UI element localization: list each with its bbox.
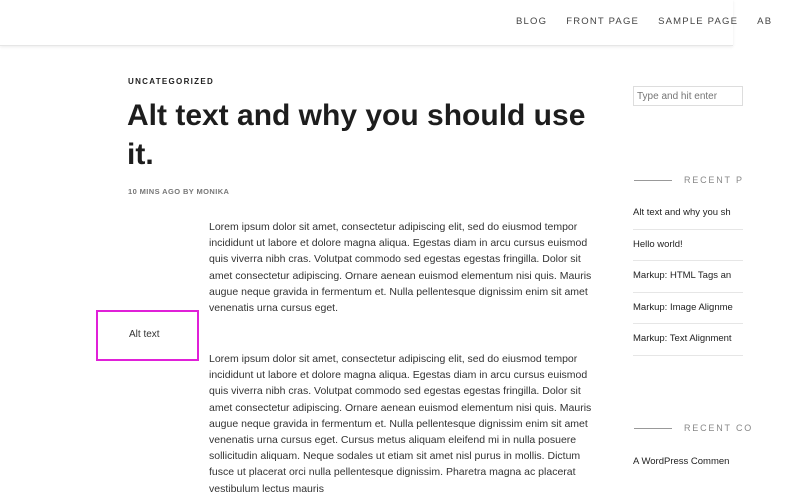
image-alt-text: Alt text [129,329,160,340]
recent-comment-link[interactable]: A WordPress Commen [633,456,730,467]
recent-post-link[interactable]: Hello world! [633,230,743,262]
recent-posts-list [633,198,743,356]
recent-posts-title: RECENT P [684,175,744,185]
heading-divider [634,180,672,181]
recent-post-link[interactable]: Markup: Text Alignment [633,324,743,356]
nav-item-blog[interactable]: BLOG [516,16,548,27]
image-placeholder [96,310,199,361]
recent-posts-heading [634,175,744,185]
post-paragraph-1: Lorem ipsum dolor sit amet, consectetur adipiscing elit, sed do eiusmod tempor incididunt ut labore et dolore magna aliqua. Egestas diam in arcu cursus euismod quis viverra nibh cras. Volutpat commodo sed egestas egestas fringilla. Dolor sit amet consectetur adipiscing. Ornare aenean euismod elementum nisi quis. Mauris augue neque gravida in fermentum et. Nulla pellentesque dignissim enim sit amet venenatis urna cursus eget. [209,221,592,315]
recent-comments-heading [634,423,753,433]
search-input[interactable] [633,86,743,106]
recent-post-link[interactable]: Markup: Image Alignme [633,293,743,325]
post-paragraph-2: Lorem ipsum dolor sit amet, consectetur adipiscing elit, sed do eiusmod tempor incididunt ut labore et dolore magna aliqua. Egestas diam in arcu cursus euismod quis viverra nibh cras. Volutpat commodo sed egestas egestas fringilla. Dolor sit amet consectetur adipiscing. Ornare aenean euismod elementum nisi quis. Mauris augue neque gravida in fermentum et. Nulla pellentesque dignissim enim sit amet venenatis urna cursus eget. Cursus metus aliquam eleifend mi in nulla posuere sollicitudin aliquam. Neque sodales ut etiam sit amet nisl purus in mollis. Dictum fusce ut placerat orci nulla pellentesque dignissim. Pharetra magna ac placerat vestibulum lectus mauris [209,353,592,495]
nav-item-front-page[interactable]: FRONT PAGE [566,16,640,27]
recent-post-link[interactable]: Alt text and why you sh [633,198,743,230]
recent-comments-title: RECENT CO [684,423,754,433]
recent-post-link[interactable]: Markup: HTML Tags an [633,261,743,293]
nav-item-sample-page[interactable]: SAMPLE PAGE [658,16,739,27]
site-header [0,0,773,46]
post-title: Alt text and why you should use it. [127,99,586,171]
heading-divider [634,428,672,429]
nav-item-about[interactable]: AB [757,16,773,27]
post-meta: 10 MINS AGO BY MONIKA [128,187,230,196]
post-category[interactable]: UNCATEGORIZED [128,77,215,86]
primary-nav [516,16,791,27]
